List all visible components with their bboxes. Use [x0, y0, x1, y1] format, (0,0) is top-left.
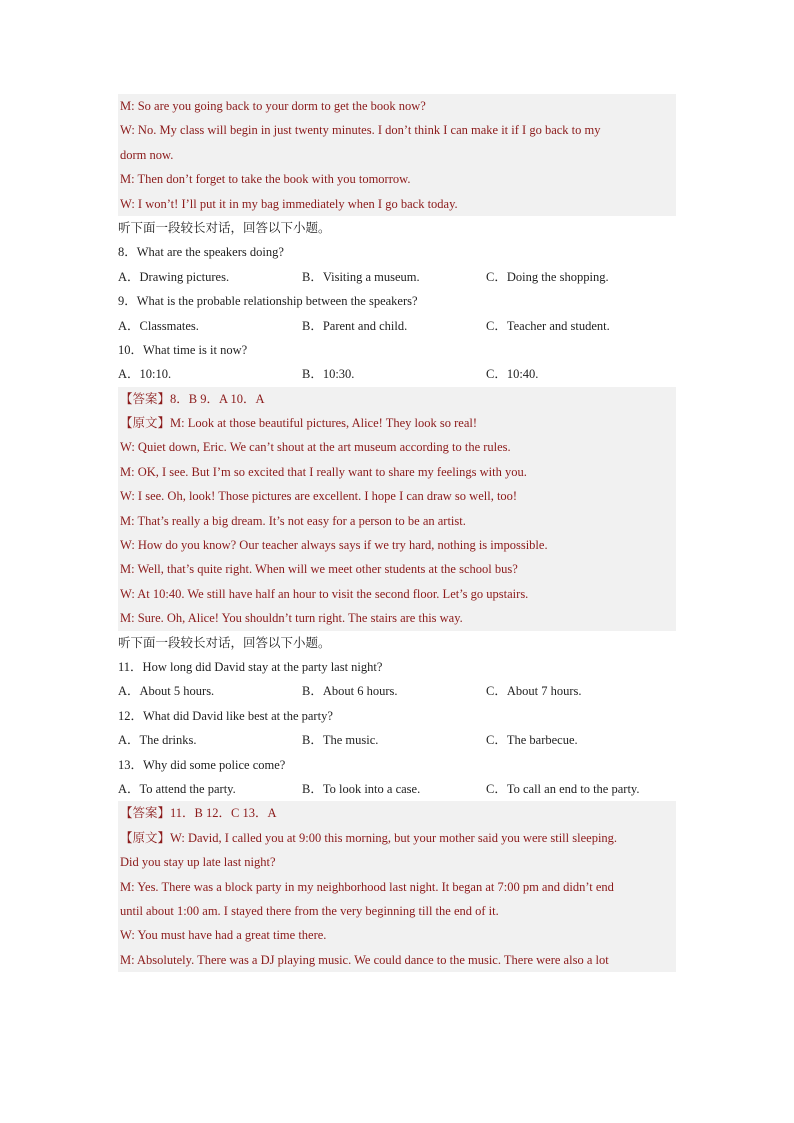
- document-page: [118, 94, 676, 972]
- options-10: [118, 362, 676, 386]
- dialogue-line: W: No. My class will begin in just twenty minutes. I don’t think I can make it if I go back to my: [118, 118, 676, 142]
- answer-block-2: [118, 387, 676, 631]
- option-b: B．10:30.: [302, 367, 355, 382]
- options-13: [118, 777, 676, 801]
- original-text: W: David, I called you at 9:00 this morning, but your mother said you were still sleeping.: [170, 830, 618, 845]
- option-c: C．10:40.: [486, 367, 539, 382]
- option-b: B．To look into a case.: [302, 781, 421, 796]
- question-10: 10．What time is it now?: [118, 342, 248, 357]
- dialogue-line: M: That’s really a big dream. It’s not easy for a person to be an artist.: [118, 509, 676, 533]
- answer-block-3: [118, 801, 676, 972]
- original-tag: 【原文】: [120, 830, 171, 845]
- answer-tag: 【答案】: [120, 391, 171, 406]
- option-a: A．To attend the party.: [118, 781, 236, 796]
- option-c: C．To call an end to the party.: [486, 781, 640, 796]
- dialogue-line: M: Absolutely. There was a DJ playing music. We could dance to the music. There were also a lot: [118, 948, 676, 972]
- dialogue-line: W: I see. Oh, look! Those pictures are excellent. I hope I can draw so well, too!: [118, 484, 676, 508]
- dialogue-line: Did you stay up late last night?: [118, 850, 676, 874]
- dialogue-line: W: Quiet down, Eric. We can’t shout at the art museum according to the rules.: [118, 435, 676, 459]
- dialogue-line: W: At 10:40. We still have half an hour to visit the second floor. Let’s go upstairs.: [118, 582, 676, 606]
- dialogue-line: M: Then don’t forget to take the book with you tomorrow.: [118, 167, 676, 191]
- original-line: [118, 411, 676, 435]
- dialogue-line: M: Yes. There was a block party in my neighborhood last night. It began at 7:00 pm and didn’t end: [118, 875, 676, 899]
- options-12: [118, 728, 676, 752]
- question-11: 11．How long did David stay at the party last night?: [118, 659, 383, 674]
- dialogue-line: W: How do you know? Our teacher always says if we try hard, nothing is impossible.: [118, 533, 676, 557]
- options-9: [118, 314, 676, 338]
- original-tag: 【原文】: [120, 416, 171, 431]
- option-a: A．About 5 hours.: [118, 684, 215, 699]
- option-b: B．Parent and child.: [302, 318, 408, 333]
- original-text: M: Look at those beautiful pictures, Alice! They look so real!: [170, 416, 477, 431]
- dialogue-line: M: Sure. Oh, Alice! You shouldn’t turn right. The stairs are this way.: [118, 606, 676, 630]
- option-a: A．Drawing pictures.: [118, 269, 230, 284]
- question-9: 9．What is the probable relationship between the speakers?: [118, 294, 418, 309]
- dialogue-line: M: OK, I see. But I’m so excited that I really want to share my feelings with you.: [118, 460, 676, 484]
- original-line: [118, 826, 676, 850]
- dialogue-line: until about 1:00 am. I stayed there from the very beginning till the end of it.: [118, 899, 676, 923]
- option-a: A．Classmates.: [118, 318, 199, 333]
- dialogue-block-1: [118, 94, 676, 216]
- options-11: [118, 679, 676, 703]
- answer-line: [118, 801, 676, 825]
- dialogue-line: M: Well, that’s quite right. When will we meet other students at the school bus?: [118, 557, 676, 581]
- question-13: 13．Why did some police come?: [118, 757, 286, 772]
- answer-text: 8．B 9．A 10．A: [170, 391, 265, 406]
- section-heading: 听下面一段较长对话，回答以下小题。: [118, 220, 331, 235]
- option-a: A．The drinks.: [118, 733, 197, 748]
- dialogue-line: M: So are you going back to your dorm to get the book now?: [118, 94, 676, 118]
- option-c: C．About 7 hours.: [486, 684, 582, 699]
- option-b: B．The music.: [302, 733, 379, 748]
- options-8: [118, 265, 676, 289]
- option-c: C．Teacher and student.: [486, 318, 610, 333]
- answer-line: [118, 387, 676, 411]
- question-12: 12．What did David like best at the party?: [118, 708, 333, 723]
- dialogue-line: dorm now.: [118, 143, 676, 167]
- dialogue-line: W: I won’t! I’ll put it in my bag immediately when I go back today.: [118, 192, 676, 216]
- option-c: C．The barbecue.: [486, 733, 578, 748]
- answer-tag: 【答案】: [120, 806, 171, 821]
- option-b: B．About 6 hours.: [302, 684, 398, 699]
- answer-text: 11．B 12．C 13．A: [170, 806, 277, 821]
- option-a: A．10:10.: [118, 367, 172, 382]
- dialogue-line: W: You must have had a great time there.: [118, 923, 676, 947]
- question-8: 8．What are the speakers doing?: [118, 245, 284, 260]
- option-c: C．Doing the shopping.: [486, 269, 609, 284]
- option-b: B．Visiting a museum.: [302, 269, 420, 284]
- section-heading: 听下面一段较长对话，回答以下小题。: [118, 635, 331, 650]
